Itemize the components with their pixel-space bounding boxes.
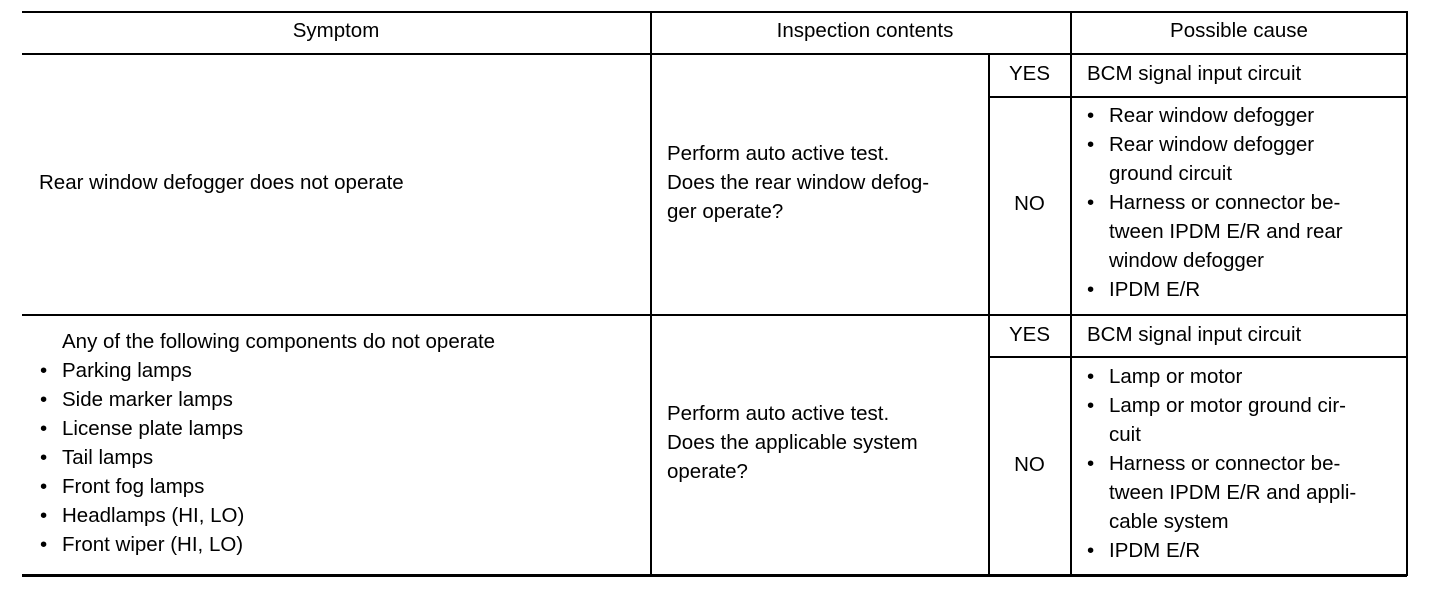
list-item: • Parking lamps <box>38 356 244 385</box>
table-bottom-border <box>22 574 1407 577</box>
list-item-continuation: tween IPDM E/R and appli- <box>1109 481 1357 504</box>
list-item: • Headlamps (HI, LO) <box>38 501 244 530</box>
list-item: • Front wiper (HI, LO) <box>38 530 244 559</box>
row2-symptom-items <box>38 356 244 559</box>
row1-yes-label: YES <box>1008 62 1051 85</box>
list-item: • Rear window defogger <box>1085 101 1343 130</box>
list-item: • IPDM E/R <box>1085 275 1343 304</box>
row2-yes-cause: BCM signal input circuit <box>1087 323 1302 346</box>
row1-no-label: NO <box>1014 192 1045 215</box>
header-inspection: Inspection contents <box>776 19 954 42</box>
col-divider-symptom <box>650 11 652 576</box>
header-bottom-border <box>22 53 1407 55</box>
header-symptom: Symptom <box>292 19 380 42</box>
col-divider-yesno <box>988 53 990 576</box>
row-divider <box>22 314 1407 316</box>
list-item: • Rear window defogger <box>1085 130 1343 159</box>
row2-inspection-line: Does the applicable system <box>667 431 918 454</box>
list-item: • Lamp or motor <box>1085 362 1356 391</box>
list-item-continuation: tween IPDM E/R and rear <box>1109 220 1343 243</box>
list-item-continuation: window defogger <box>1109 249 1264 272</box>
list-item: • Harness or connector be- <box>1085 449 1356 478</box>
list-item-continuation: cuit <box>1109 423 1141 446</box>
row1-yes-divider <box>988 96 1407 98</box>
table-right-border <box>1406 11 1408 576</box>
table-top-border <box>22 11 1407 13</box>
list-item: • IPDM E/R <box>1085 536 1356 565</box>
col-divider-cause <box>1070 11 1072 576</box>
list-item: • Lamp or motor ground cir- <box>1085 391 1356 420</box>
list-item: • Harness or connector be- <box>1085 188 1343 217</box>
list-item: • Side marker lamps <box>38 385 244 414</box>
row2-no-causes <box>1085 362 1356 565</box>
row2-yes-label: YES <box>1008 323 1051 346</box>
row2-inspection-line: Perform auto active test. <box>667 402 890 425</box>
row2-inspection-line: operate? <box>667 460 748 483</box>
list-item: • Tail lamps <box>38 443 244 472</box>
row2-no-label: NO <box>1014 453 1045 476</box>
row1-no-causes <box>1085 101 1343 304</box>
header-cause: Possible cause <box>1170 19 1308 42</box>
list-item: • Front fog lamps <box>38 472 244 501</box>
row2-yes-divider <box>988 356 1407 358</box>
row1-inspection-line: Perform auto active test. <box>667 142 890 165</box>
row1-symptom: Rear window defogger does not operate <box>39 171 404 194</box>
row1-yes-cause: BCM signal input circuit <box>1087 62 1302 85</box>
row2-symptom-title: Any of the following components do not operate <box>62 330 496 353</box>
list-item-continuation: cable system <box>1109 510 1229 533</box>
list-item-continuation: ground circuit <box>1109 162 1233 185</box>
row1-inspection-line: Does the rear window defog- <box>667 171 930 194</box>
row1-inspection-line: ger operate? <box>667 200 784 223</box>
list-item: • License plate lamps <box>38 414 244 443</box>
